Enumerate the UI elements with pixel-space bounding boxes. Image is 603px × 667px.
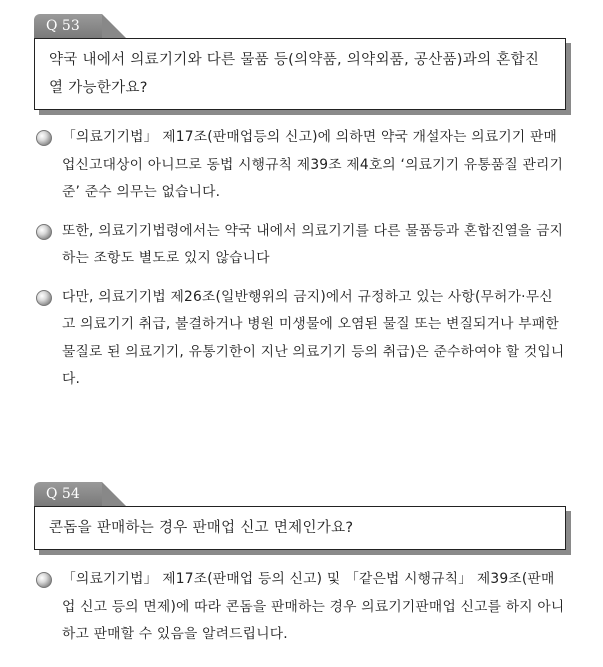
question-54 bbox=[34, 482, 566, 550]
question-text: 약국 내에서 의료기기와 다른 물품 등(의약품, 의약외품, 공산품)과의 혼합진열 가능한가요? bbox=[49, 52, 540, 96]
answer-item bbox=[34, 218, 566, 273]
question-text: 콘돔을 판매하는 경우 판매업 신고 면제인가요? bbox=[49, 520, 354, 536]
answer-text: 「의료기기법」 제17조(판매업등의 신고)에 의하면 약국 개설자는 의료기기 판매업신고대상이 아니므로 동법 시행규칙 제39조 제4호의 ‘의료기기 유통품질 관리기준’ 준수 의무는 없습니다. bbox=[62, 129, 564, 200]
question-number-tab: Q 54 bbox=[34, 482, 102, 506]
answer-text: 또한, 의료기기법령에서는 약국 내에서 의료기기를 다른 물품등과 혼합진열을 금지하는 조항도 별도로 있지 않습니다 bbox=[62, 222, 564, 266]
question-box bbox=[34, 506, 566, 550]
bullet-icon bbox=[36, 572, 52, 588]
answer-text: 「의료기기법」 제17조(판매업 등의 신고) 및 「같은법 시행규칙」 제39조(판매업 신고 등의 면제)에 따라 콘돔을 판매하는 경우 의료기기판매업 신고를 하지 아니하고 판매할 수 있음을 알려드립니다. bbox=[62, 571, 565, 642]
question-box bbox=[34, 38, 566, 110]
bullet-icon bbox=[36, 130, 52, 146]
answer-text: 다만, 의료기기법 제26조(일반행위의 금지)에서 규정하고 있는 사항(무허가·무신고 의료기기 취급, 불결하거나 병원 미생물에 오염된 물질 또는 변질되거나 부패한 물질로 된 의료기기, 유통기한이 지난 의료기기 등의 취급)은 준수하여야 할 것입니다. bbox=[62, 288, 565, 387]
question-number-tab: Q 53 bbox=[34, 14, 102, 38]
answer-item bbox=[34, 566, 566, 649]
bullet-icon bbox=[36, 290, 52, 306]
answer-item bbox=[34, 284, 566, 394]
question-53 bbox=[34, 14, 566, 110]
answer-list-53 bbox=[34, 124, 566, 405]
bullet-icon bbox=[36, 224, 52, 240]
answer-list-54 bbox=[34, 566, 566, 660]
answer-item bbox=[34, 124, 566, 207]
